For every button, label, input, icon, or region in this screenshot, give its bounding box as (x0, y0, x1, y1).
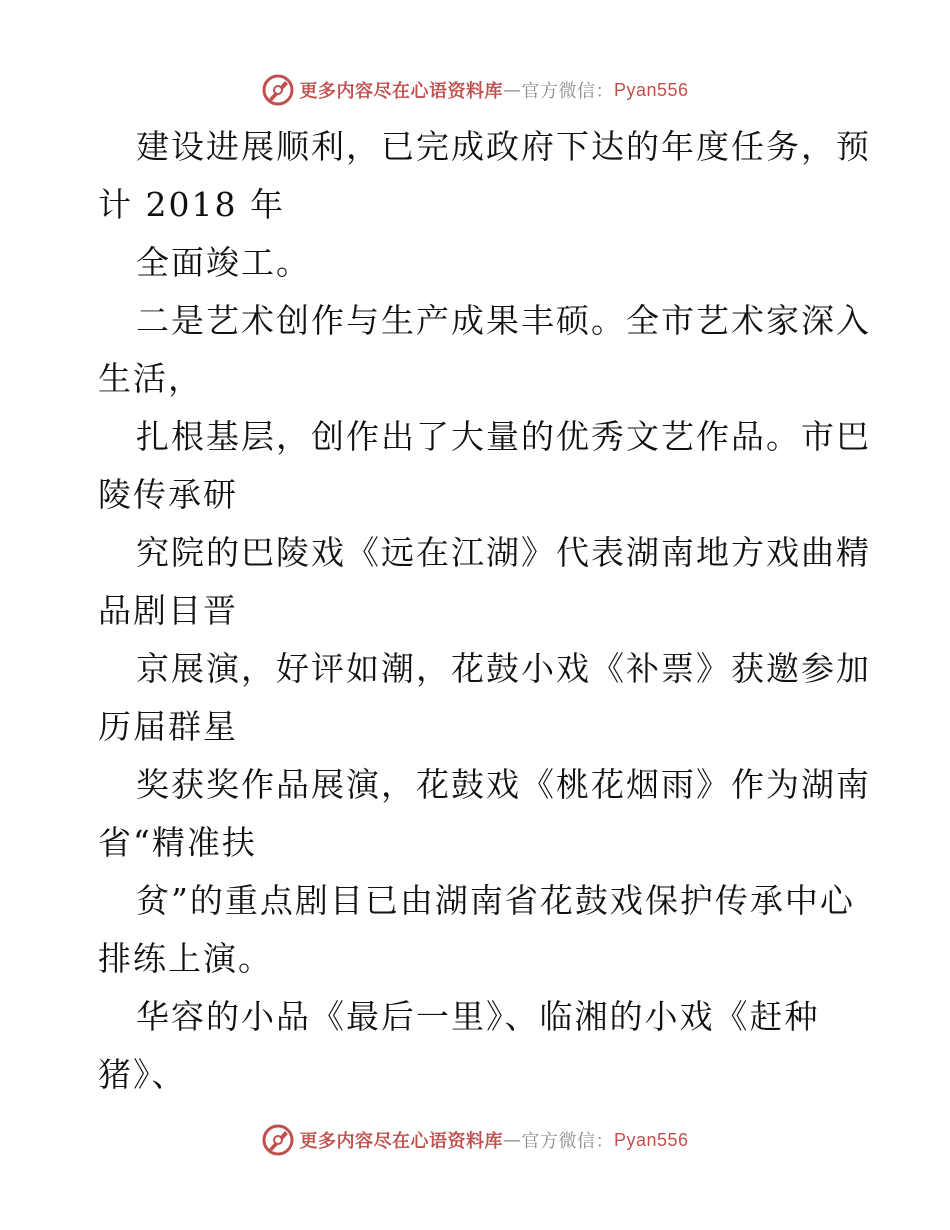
paragraph-line: 二是艺术创作与生产成果丰硕。全市艺术家深入 (136, 301, 871, 340)
paragraph-line: 生活， (98, 359, 203, 398)
watermark-separator: — (502, 1129, 522, 1151)
paragraph-line: 计 2018 年 (98, 185, 285, 224)
document-body (98, 118, 871, 1104)
paragraph-line: 全面竣工。 (136, 243, 311, 282)
watermark-wechat-label: 官方微信： (521, 1131, 614, 1152)
quill-logo-icon (261, 1123, 295, 1157)
watermark-wechat-label: 官方微信： (521, 81, 614, 102)
paragraph-line: 陵传承研 (98, 475, 238, 514)
paragraph-line: 排练上演。 (98, 939, 273, 978)
paragraph-line: 建设进展顺利，已完成政府下达的年度任务，预 (136, 127, 871, 166)
paragraph-line: 历届群星 (98, 707, 238, 746)
paragraph-line: 猪》、 (98, 1055, 187, 1094)
paragraph-line: 省“精准扶 (98, 823, 257, 862)
header-watermark (0, 70, 950, 110)
watermark-separator: — (502, 79, 522, 101)
paragraph-line: 华容的小品《最后一里》、临湘的小戏《赶种 (136, 997, 820, 1036)
paragraph-line: 奖获奖作品展演，花鼓戏《桃花烟雨》作为湖南 (136, 765, 871, 804)
paragraph-line: 京展演，好评如潮，花鼓小戏《补票》获邀参加 (136, 649, 871, 688)
quill-logo-icon (261, 73, 295, 107)
paragraph-line: 贫”的重点剧目已由湖南省花鼓戏保护传承中心 (136, 881, 855, 920)
paragraph-line: 扎根基层，创作出了大量的优秀文艺作品。市巴 (136, 417, 871, 456)
watermark-main-text: 更多内容尽在心语资料库 (299, 81, 503, 102)
watermark-wechat-id: Pyan556 (613, 1129, 689, 1150)
watermark-main-text: 更多内容尽在心语资料库 (299, 1131, 503, 1152)
paragraph-line: 究院的巴陵戏《远在江湖》代表湖南地方戏曲精 (136, 533, 871, 572)
paragraph-line: 品剧目晋 (98, 591, 238, 630)
footer-watermark (0, 1120, 950, 1160)
watermark-wechat-id: Pyan556 (613, 79, 689, 100)
